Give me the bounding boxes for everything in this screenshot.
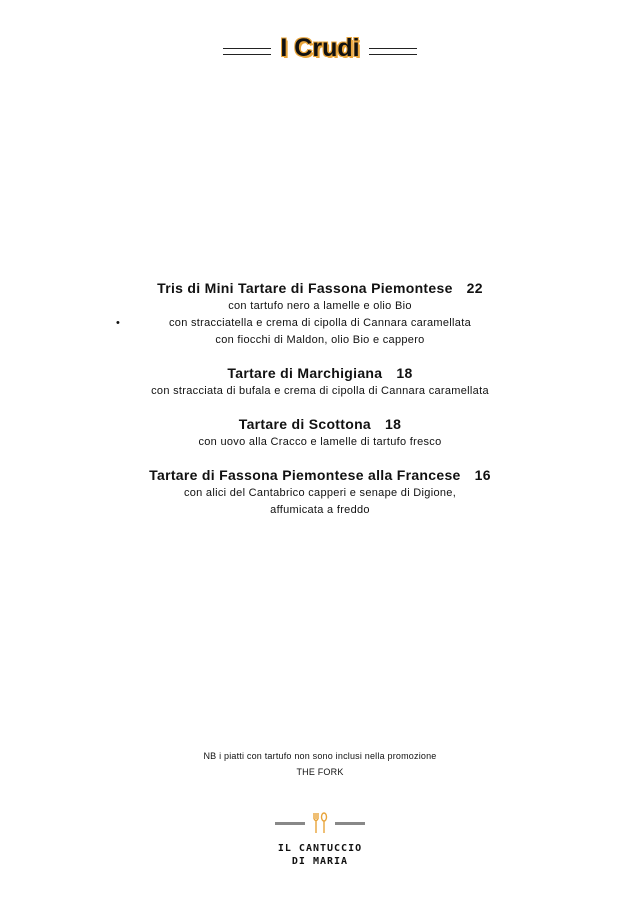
menu-item-tris bbox=[0, 280, 640, 349]
left-decorative-rule bbox=[223, 48, 271, 55]
item-description: con stracciata di bufala e crema di cipolla di Cannara caramellata bbox=[151, 385, 489, 397]
fork-spoon-icon bbox=[311, 812, 329, 834]
promo-note bbox=[0, 748, 640, 780]
item-price: 18 bbox=[396, 365, 413, 381]
item-name: Tartare di Fassona Piemontese alla Francese bbox=[149, 467, 461, 483]
item-description: con uovo alla Cracco e lamelle di tartufo fresco bbox=[198, 436, 442, 448]
item-price: 22 bbox=[466, 280, 483, 296]
note-line: NB i piatti con tartufo non sono inclusi nella promozione bbox=[203, 751, 437, 761]
list-item: con fiocchi di Maldon, olio Bio e cappero bbox=[215, 334, 425, 346]
item-variants bbox=[0, 298, 640, 349]
menu-list bbox=[0, 280, 640, 535]
menu-header bbox=[0, 34, 640, 63]
bullet-icon: • bbox=[116, 317, 121, 329]
right-decorative-rule bbox=[369, 48, 417, 55]
menu-item-francese bbox=[0, 467, 640, 519]
item-name: Tartare di Marchigiana bbox=[227, 365, 383, 381]
item-title bbox=[0, 467, 640, 483]
item-name: Tartare di Scottona bbox=[238, 416, 372, 432]
menu-item-marchigiana bbox=[0, 365, 640, 400]
item-title bbox=[0, 280, 640, 296]
item-description: con alici del Cantabrico capperi e senape di Digione, affumicata a freddo bbox=[183, 487, 457, 516]
list-item: con tartufo nero a lamelle e olio Bio bbox=[228, 300, 412, 312]
logo-mark bbox=[269, 812, 371, 834]
menu-item-scottona bbox=[0, 416, 640, 451]
item-title bbox=[0, 365, 640, 381]
section-title: I Crudi bbox=[280, 34, 360, 62]
logo-left-bar bbox=[275, 822, 305, 825]
item-price: 18 bbox=[385, 416, 402, 432]
logo-right-bar bbox=[335, 822, 365, 825]
item-title bbox=[0, 416, 640, 432]
note-line: THE FORK bbox=[296, 767, 344, 777]
item-price: 16 bbox=[474, 467, 491, 483]
logo-text: IL CANTUCCIO DI MARIA bbox=[277, 843, 363, 867]
restaurant-logo bbox=[0, 812, 640, 868]
item-name: Tris di Mini Tartare di Fassona Piemontese bbox=[157, 280, 453, 296]
list-item: • con stracciatella e crema di cipolla di Cannara caramellata bbox=[120, 315, 520, 332]
